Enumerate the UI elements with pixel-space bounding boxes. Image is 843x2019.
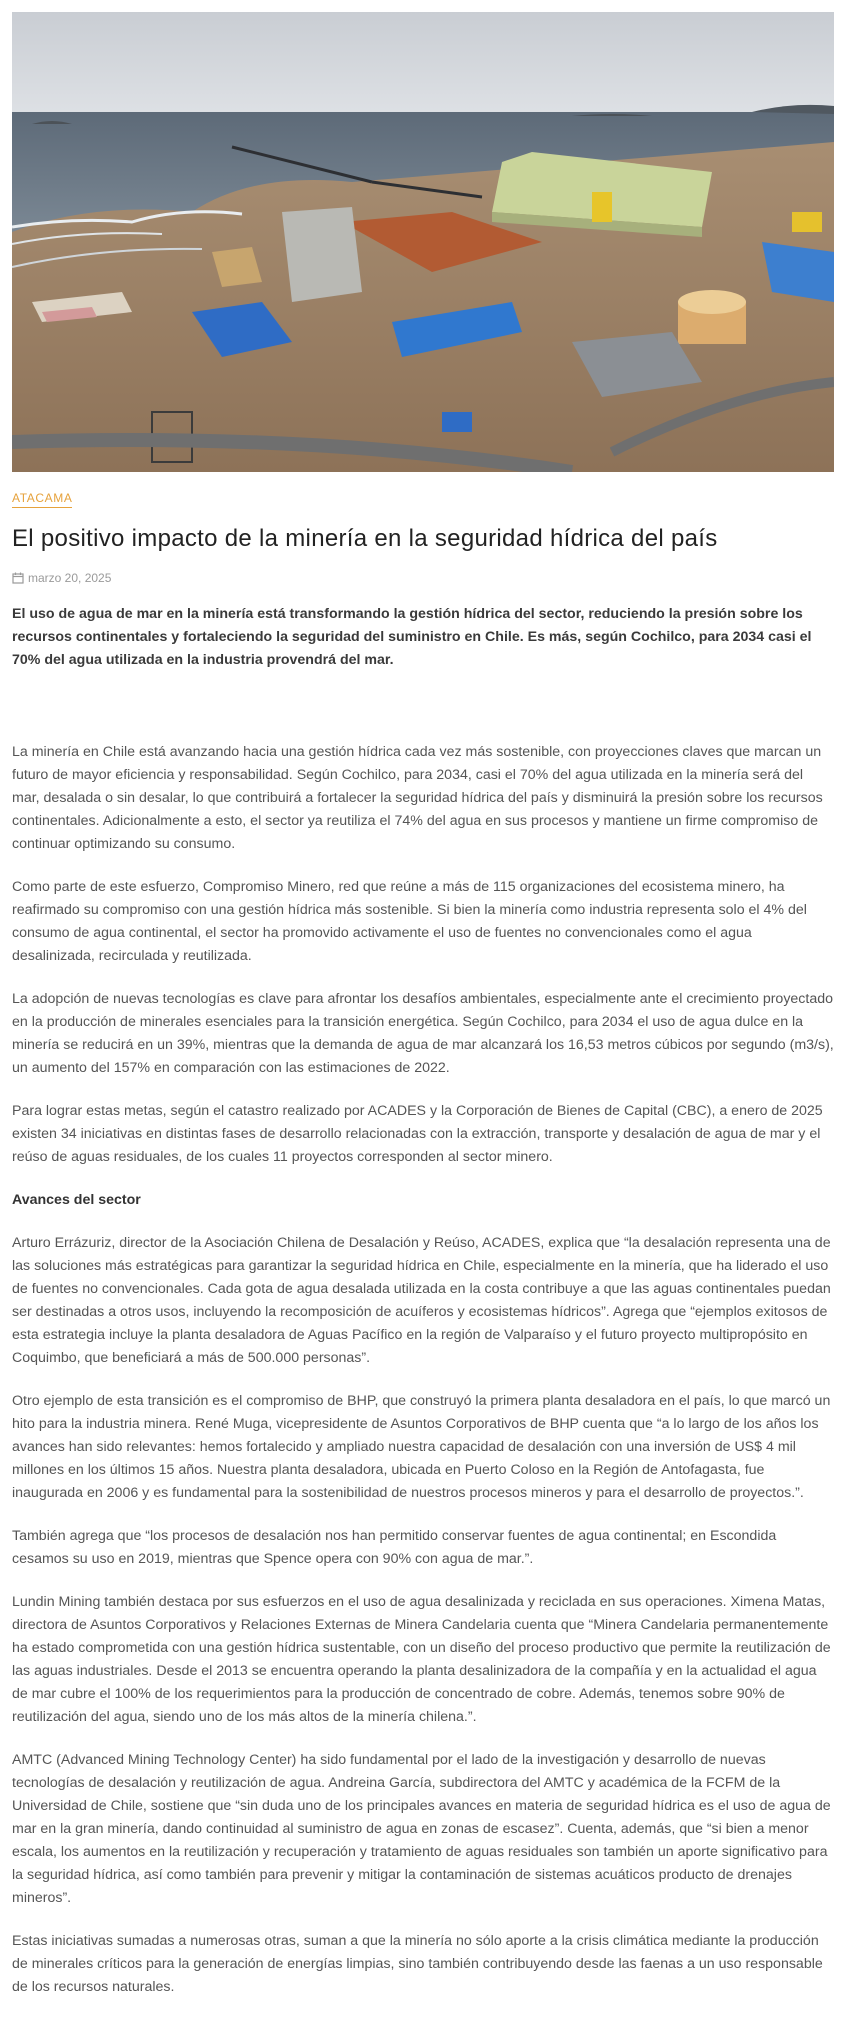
body-paragraph: AMTC (Advanced Mining Technology Center) ha sido fundamental por el lado de la investigación y desarrollo de nuevas tecnologías de desalación y reutilización de agua. Andreina García, subdirectora del AMTC y académica de la FCFM de la Universidad de Chile, sostiene que “sin duda uno de los principales avances en materia de seguridad hídrica es el uso de agua de mar en la gran minería, dando continuidad al suministro de agua en zonas de escasez”. Cuenta, además, que “si bien a menor escala, los aumentos en la reutilización y recuperación y tratamiento de aguas residuales son también un aporte significativo para la seguridad hídrica, así como también para prevenir y mitigar la contaminación de sistemas acuáticos producto de drenajes mineros”. xyxy=(12,1752,831,1906)
calendar-icon xyxy=(12,572,24,584)
body-paragraph: Estas iniciativas sumadas a numerosas otras, suman a que la minería no sólo aporte a la crisis climática mediante la producción de minerales críticos para la generación de energías limpias, sino también contribuyendo desde las faenas a un uso responsable de los recursos naturales. xyxy=(12,1933,823,1995)
body-paragraph: Para lograr estas metas, según el catastro realizado por ACADES y la Corporación de Bienes de Capital (CBC), a enero de 2025 existen 34 iniciativas en distintas fases de desarrollo relacionadas con la extracción, transporte y desalación de agua de mar y el reúso de aguas residuales, de los cuales 11 proyectos corresponden al sector minero. xyxy=(12,1103,823,1165)
article-body xyxy=(12,741,834,1999)
publish-date: marzo 20, 2025 xyxy=(28,571,112,585)
body-paragraph: La adopción de nuevas tecnologías es clave para afrontar los desafíos ambientales, especialmente ante el crecimiento proyectado en la producción de minerales esenciales para la transición energética. Según Cochilco, para 2034 el uso de agua dulce en la minería se reducirá en un 39%, mientras que la demanda de agua de mar alcanzará los 16,53 metros cúbicos por segundo (m3/s), un aumento del 157% en comparación con las estimaciones de 2022. xyxy=(12,991,834,1076)
article-meta xyxy=(12,570,834,586)
article-lead: El uso de agua de mar en la minería está transformando la gestión hídrica del sector, reduciendo la presión sobre los recursos continentales y fortaleciendo la seguridad del suministro en Chile. Es más, según Cochilco, para 2034 casi el 70% del agua utilizada en la industria provendrá del mar. xyxy=(12,606,812,668)
body-paragraph: Lundin Mining también destaca por sus esfuerzos en el uso de agua desalinizada y reciclada en sus operaciones. Ximena Matas, directora de Asuntos Corporativos y Relaciones Externas de Minera Candelaria cuenta que “Minera Candelaria permanentemente ha estado comprometida con una gestión hídrica sustentable, con un diseño del proceso productivo que permite la reutilización de las aguas industriales. Desde el 2013 se encuentra operando la planta desalinizadora de la compañía y en la actualidad el agua de mar cubre el 100% de los requerimientos para la producción de concentrado de cobre. Además, tenemos sobre 90% de reutilización del agua, siendo uno de los más altos de la minería chilena.”. xyxy=(12,1594,831,1725)
category-link[interactable]: ATACAMA xyxy=(12,491,72,508)
article-title: El positivo impacto de la minería en la seguridad hídrica del país xyxy=(12,525,718,552)
body-paragraph: También agrega que “los procesos de desalación nos han permitido conservar fuentes de agua continental; en Escondida cesamos su uso en 2019, mientras que Spence opera con 90% con agua de mar.”. xyxy=(12,1528,777,1567)
body-paragraph: Otro ejemplo de esta transición es el compromiso de BHP, que construyó la primera planta desaladora en el país, lo que marcó un hito para la industria minera. René Muga, vicepresidente de Asuntos Corporativos de BHP cuenta que “a lo largo de los años los avances han sido relevantes: hemos fortalecido y ampliado nuestra capacidad de desalación con una inversión de US$ 4 mil millones en los últimos 15 años. Nuestra planta desaladora, ubicada en Puerto Coloso en la Región de Antofagasta, fue inaugurada en 2006 y es fundamental para la sostenibilidad de nuestros procesos mineros y para el desarrollo de proyectos.”. xyxy=(12,1393,831,1501)
section-heading: Avances del sector xyxy=(12,1192,141,1208)
body-paragraph: Arturo Errázuriz, director de la Asociación Chilena de Desalación y Reúso, ACADES, explica que “la desalación representa una de las soluciones más estratégicas para garantizar la seguridad hídrica en Chile, especialmente en la minería, que ha liderado el uso de fuentes no convencionales. Cada gota de agua desalada utilizada en la costa contribuye a que las aguas continentales puedan ser destinadas a otros usos, incluyendo la recomposición de acuíferos y ecosistemas hídricos”. Agrega que “ejemplos exitosos de esta estrategia incluye la planta desaladora de Aguas Pacífico en la región de Valparaíso y el futuro proyecto multipropósito en Coquimbo, que beneficiará a más de 500.000 personas”. xyxy=(12,1235,831,1366)
article xyxy=(12,12,834,2019)
body-paragraph: Como parte de este esfuerzo, Compromiso Minero, red que reúne a más de 115 organizaciones del ecosistema minero, ha reafirmado su compromiso con una gestión hídrica más sostenible. Si bien la minería como industria representa solo el 4% del consumo de agua continental, el sector ha promovido activamente el uso de fuentes no convencionales como el agua desalinizada, recirculada y reutilizada. xyxy=(12,879,807,964)
body-paragraph: La minería en Chile está avanzando hacia una gestión hídrica cada vez más sostenible, con proyecciones claves que marcan un futuro de mayor eficiencia y responsabilidad. Según Cochilco, para 2034, casi el 70% del agua utilizada en la minería será del mar, desalada o sin desalar, lo que contribuirá a fortalecer la seguridad hídrica del país y disminuirá la presión sobre los recursos continentales. Adicionalmente a esto, el sector ya reutiliza el 74% del agua en sus procesos y mantiene un firme compromiso de continuar optimizando su consumo. xyxy=(12,744,823,852)
hero-image xyxy=(12,12,834,472)
